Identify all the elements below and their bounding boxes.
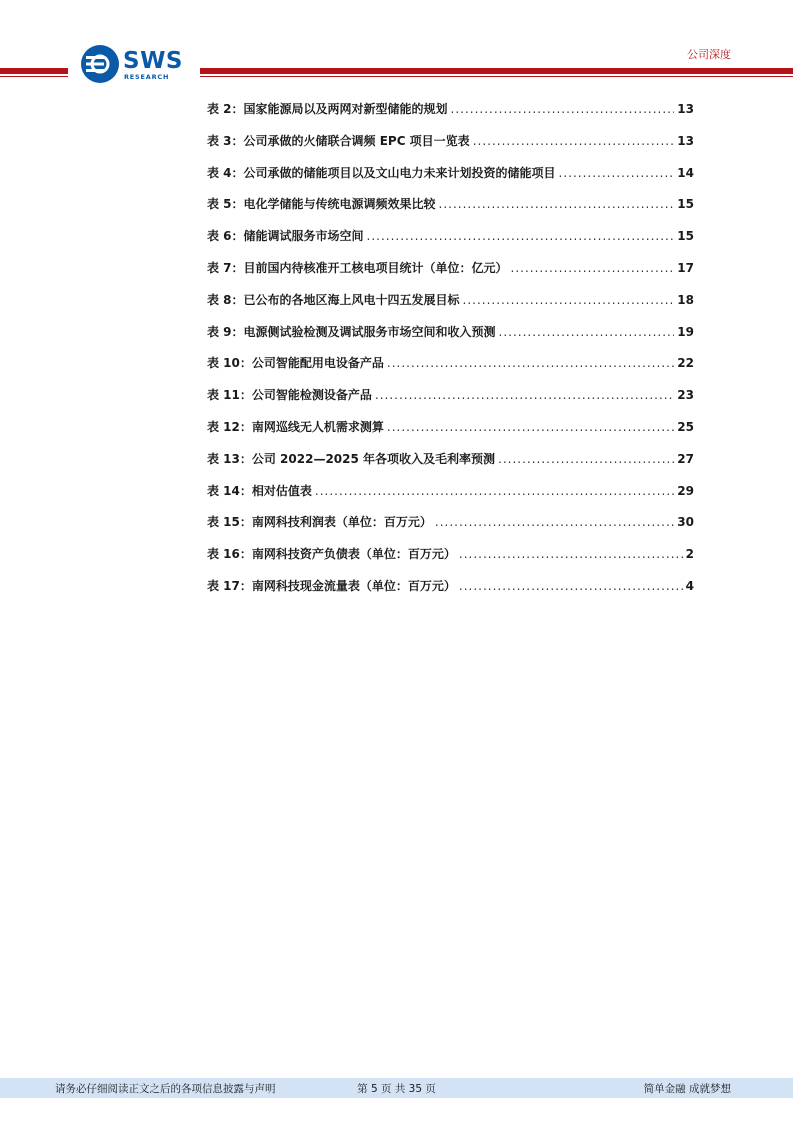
toc-entry-page: 23	[677, 388, 694, 403]
toc-entry[interactable]	[207, 482, 694, 514]
toc-entry-label: 表 15：南网科技利润表（单位：百万元）	[207, 515, 432, 530]
toc-leader-dots	[387, 420, 674, 434]
toc-entry[interactable]	[207, 291, 694, 323]
toc-leader-dots	[459, 579, 683, 593]
toc-entry[interactable]	[207, 227, 694, 259]
toc-entry-page: 29	[677, 483, 694, 498]
toc-entry[interactable]	[207, 545, 694, 577]
footer-slogan: 简单金融 成就梦想	[643, 1083, 731, 1095]
toc-entry-page: 13	[677, 102, 694, 116]
sws-logo	[80, 44, 190, 84]
toc-entry[interactable]	[207, 577, 694, 609]
toc-entry-page: 30	[677, 515, 694, 530]
toc-entry-page: 25	[677, 419, 694, 434]
toc-entry-label: 表 6：储能调试服务市场空间	[207, 229, 364, 244]
toc-leader-dots	[499, 325, 675, 339]
toc-entry-label: 表 5：电化学储能与传统电源调频效果比较	[207, 197, 436, 212]
toc-entry-label: 表 17：南网科技现金流量表（单位：百万元）	[207, 578, 456, 593]
toc-entry[interactable]	[207, 195, 694, 227]
toc-entry-page: 17	[677, 260, 694, 275]
toc-entry[interactable]	[207, 418, 694, 450]
toc-leader-dots	[451, 102, 675, 116]
toc-entry-label: 表 3：公司承做的火储联合调频 EPC 项目一览表	[207, 133, 470, 148]
toc-leader-dots	[498, 452, 674, 466]
toc-entry[interactable]	[207, 259, 694, 291]
toc-leader-dots	[459, 547, 683, 561]
toc-leader-dots	[435, 515, 674, 529]
toc-entry-label: 表 11：公司智能检测设备产品	[207, 388, 372, 403]
toc-leader-dots	[315, 484, 674, 498]
toc-entry-page: 18	[677, 292, 694, 307]
table-of-contents-list	[207, 100, 694, 609]
page-footer	[0, 1078, 793, 1098]
toc-entry[interactable]	[207, 100, 694, 132]
toc-leader-dots	[511, 261, 675, 275]
header-rule-right-thin	[200, 76, 793, 77]
toc-leader-dots	[559, 166, 675, 180]
toc-entry[interactable]	[207, 354, 694, 386]
toc-entry-label: 表 10：公司智能配用电设备产品	[207, 356, 384, 371]
page-header	[0, 0, 793, 90]
toc-entry-label: 表 13：公司 2022—2025 年各项收入及毛利率预测	[207, 451, 496, 466]
toc-leader-dots	[439, 197, 675, 211]
toc-entry[interactable]	[207, 386, 694, 418]
toc-entry[interactable]	[207, 450, 694, 482]
toc-entry-page: 15	[677, 197, 694, 212]
toc-entry[interactable]	[207, 513, 694, 545]
report-type-label: 公司深度	[687, 48, 731, 61]
header-rule-left	[0, 68, 68, 74]
toc-leader-dots	[463, 293, 675, 307]
toc-entry[interactable]	[207, 323, 694, 355]
toc-leader-dots	[367, 229, 675, 243]
footer-disclaimer: 请务必仔细阅读正文之后的各项信息披露与声明	[55, 1083, 276, 1095]
toc-leader-dots	[387, 356, 674, 370]
toc-entry-label: 表 14：相对估值表	[207, 483, 312, 498]
sws-logo-icon	[80, 44, 120, 84]
toc-leader-dots	[375, 388, 674, 402]
toc-entry-page: 27	[677, 451, 694, 466]
toc-entry-page: 2	[685, 547, 694, 562]
toc-entry-label: 表 9：电源侧试验检测及调试服务市场空间和收入预测	[207, 324, 496, 339]
toc-entry-label: 表 4：公司承做的储能项目以及文山电力未来计划投资的储能项目	[207, 165, 556, 180]
toc-entry-label: 表 12：南网巡线无人机需求测算	[207, 419, 384, 434]
toc-entry-page: 13	[677, 133, 694, 148]
toc-entry-label: 表 16：南网科技资产负债表（单位：百万元）	[207, 547, 456, 562]
logo-subtext: RESEARCH	[124, 73, 170, 81]
toc-entry-page: 4	[685, 578, 694, 593]
toc-entry-label: 表 8：已公布的各地区海上风电十四五发展目标	[207, 292, 460, 307]
toc-entry-page: 19	[677, 324, 694, 339]
header-rule-right	[200, 68, 793, 74]
logo-text: SWS	[123, 48, 183, 74]
toc-entry-label: 表 2：国家能源局以及两网对新型储能的规划	[207, 102, 448, 116]
toc-entry-label: 表 7：目前国内待核准开工核电项目统计（单位：亿元）	[207, 260, 508, 275]
toc-leader-dots	[473, 134, 675, 148]
toc-entry-page: 22	[677, 356, 694, 371]
footer-page-info: 第 5 页 共 35 页	[357, 1083, 436, 1095]
toc-entry[interactable]	[207, 132, 694, 164]
header-rule-left-thin	[0, 76, 68, 77]
toc-entry-page: 15	[677, 229, 694, 244]
toc-entry[interactable]	[207, 164, 694, 196]
toc-entry-page: 14	[677, 165, 694, 180]
